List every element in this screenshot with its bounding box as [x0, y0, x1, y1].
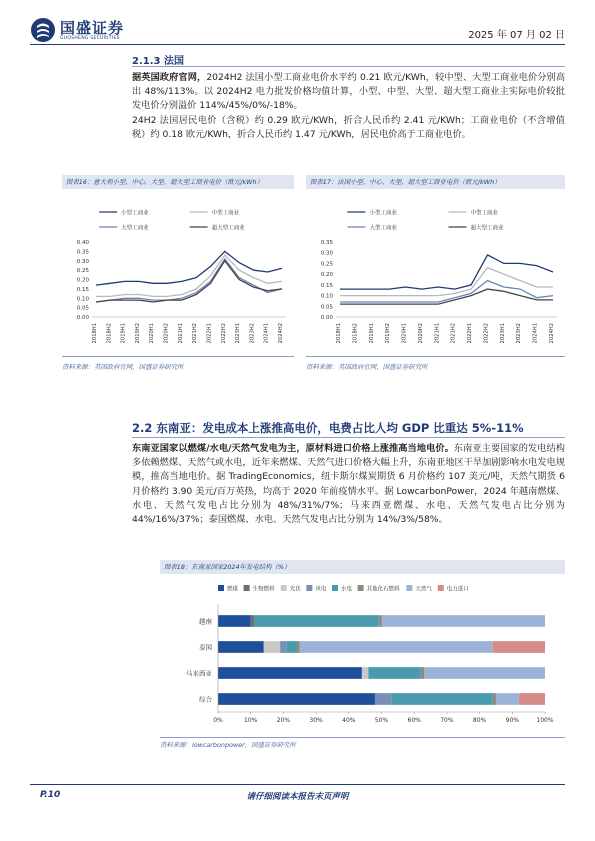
guosheng-logo-icon: [30, 17, 56, 43]
footer-rule: [30, 784, 565, 785]
figure-16-source: 资料来源：英国政府官网，国盛证券研究所: [62, 363, 184, 371]
figure-16-chart: [62, 192, 294, 352]
report-date: 2025 年 07 月 02 日: [468, 30, 565, 41]
legend-swatch: [332, 585, 338, 591]
x-tick-label: 2024H1: [532, 323, 539, 344]
figure-17-rule: [306, 356, 565, 357]
category-label: 马来西亚: [186, 669, 212, 678]
y-tick-label: 0.30: [320, 250, 333, 257]
x-tick-label: 2019H1: [120, 323, 127, 344]
bar-segment-燃煤: [218, 693, 375, 705]
x-tick-label: 2018H1: [336, 323, 342, 344]
legend-swatch: [218, 585, 224, 591]
x-tick-label: 2020H1: [401, 323, 408, 344]
bar-segment-天然气: [496, 693, 519, 705]
x-tick-label: 2023H2: [516, 323, 523, 344]
y-tick-label: 0.15: [320, 282, 333, 289]
legend-label: 大型工商业: [369, 225, 397, 232]
x-tick-label: 2019H2: [385, 323, 392, 344]
legend-label: 中型工商业: [211, 210, 240, 217]
page-number: P.10: [40, 790, 61, 800]
bar-segment-其他化石燃料: [378, 615, 381, 627]
footer-disclaimer: 请仔细阅读本报告末页声明: [246, 792, 349, 802]
legend-label: 超大型工商业: [470, 225, 504, 232]
bar-segment-天然气: [300, 641, 493, 653]
legend-label: 电力进口: [446, 586, 469, 593]
bar-segment-光伏: [264, 641, 280, 653]
bar-segment-电力进口: [493, 641, 545, 653]
y-tick-label: 0.20: [76, 277, 89, 284]
y-tick-label: 0.20: [320, 272, 333, 279]
figure-16-caption: 图表16：意大利小型、中心、大型、超大型工商业电价（欧元/kWh）: [62, 175, 294, 189]
section-title-2-2: 2.2 东南亚：发电成本上涨推高电价，电费占比人均 GDP 比重达 5%-11%: [132, 421, 524, 435]
x-tick-label: 2018H2: [352, 323, 359, 344]
x-tick-label: 2024H2: [278, 323, 284, 344]
legend-swatch: [244, 585, 250, 591]
series-line-中型工商业: [96, 255, 282, 296]
section-title-2-1-3: 2.1.3 法国: [132, 56, 184, 67]
category-label: 综合: [199, 695, 212, 704]
x-tick-label: 2022H1: [467, 323, 474, 344]
y-tick-label: 0.25: [320, 261, 333, 268]
category-label: 越南: [199, 617, 212, 626]
x-tick-label: 70%: [440, 717, 454, 724]
legend-label: 小型工商业: [121, 210, 149, 217]
x-tick-label: 2023H1: [499, 323, 506, 344]
paragraph-sea: [132, 442, 565, 527]
figure-18-rule: [160, 737, 565, 738]
y-tick-label: 0.25: [76, 268, 89, 275]
bar-segment-水电: [391, 693, 492, 705]
bar-segment-燃煤: [218, 667, 362, 679]
figure-17-caption: 图表17：法国小型、中心、大型、超大型工商业电价（欧元/kWh）: [306, 175, 565, 189]
legend-swatch: [306, 585, 312, 591]
x-tick-label: 0%: [213, 717, 223, 724]
y-tick-label: 0.10: [320, 293, 333, 300]
paragraph-france-2: 24H2 法国居民电价（含税）约 0.29 欧元/KWh，折合人民币约 2.41 元/KWh；工商业电价（不含增值税）约 0.18 欧元/KWh，折合人民币约 1.47 元/KWh，居民电价高于工商业电价。: [132, 115, 565, 141]
x-tick-label: 100%: [536, 717, 554, 724]
category-label: 泰国: [199, 643, 212, 652]
legend-label: 生物燃料: [252, 586, 275, 593]
y-tick-label: 0.00: [76, 315, 89, 321]
bar-segment-其他化石燃料: [421, 667, 424, 679]
y-tick-label: 0.05: [320, 304, 333, 311]
y-tick-label: 0.15: [76, 286, 89, 293]
legend-label: 超大型工商业: [211, 225, 245, 232]
x-tick-label: 20%: [276, 717, 291, 724]
x-tick-label: 2022H2: [483, 323, 490, 344]
figure-18-caption: 图表18：东南亚国家2024年发电结构（%）: [160, 560, 565, 574]
y-tick-label: 0.00: [320, 315, 333, 321]
legend-label: 其他化石燃料: [366, 586, 400, 593]
legend-label: 水电: [341, 586, 353, 593]
x-tick-label: 40%: [342, 717, 356, 724]
x-tick-label: 80%: [472, 717, 487, 724]
x-tick-label: 2021H2: [450, 323, 457, 344]
header-rule: [30, 44, 565, 45]
x-tick-label: 2021H1: [177, 323, 184, 344]
section-rule-2: [132, 437, 565, 438]
bar-segment-生物燃料: [251, 615, 254, 627]
bar-segment-水电: [254, 615, 378, 627]
legend-label: 中型工商业: [470, 210, 498, 217]
brand-name: 国盛证券: [60, 19, 125, 37]
legend-swatch: [406, 585, 412, 591]
x-tick-label: 2021H1: [434, 323, 441, 344]
x-tick-label: 2024H2: [549, 323, 555, 344]
x-tick-label: 2021H2: [192, 323, 199, 344]
bar-segment-水电: [287, 641, 297, 653]
x-tick-label: 2019H2: [134, 323, 141, 344]
figure-16-rule: [62, 356, 294, 357]
bar-segment-电力进口: [519, 693, 545, 705]
legend-label: 风电: [315, 586, 327, 593]
legend-swatch: [438, 585, 444, 591]
bar-segment-天然气: [382, 615, 546, 627]
bar-segment-水电: [368, 667, 420, 679]
bar-segment-风电: [375, 693, 391, 705]
x-tick-label: 90%: [505, 717, 519, 724]
y-tick-label: 0.30: [76, 258, 89, 265]
legend-label: 光伏: [289, 586, 301, 593]
legend-label: 小型工商业: [369, 210, 397, 217]
x-tick-label: 2018H1: [92, 323, 98, 344]
x-tick-label: 2022H2: [220, 323, 227, 344]
paragraph-lead-sea: 东南亚国家以燃煤/水电/天然气发电为主，原材料进口价格上涨推高当地电价。: [132, 443, 454, 454]
x-tick-label: 2024H1: [263, 323, 270, 344]
y-tick-label: 0.10: [76, 296, 89, 303]
x-tick-label: 60%: [407, 717, 421, 724]
x-tick-label: 2020H2: [417, 323, 424, 344]
figure-17-chart: [306, 192, 565, 352]
figure-17-source: 资料来源：英国政府官网，国盛证券研究所: [306, 363, 428, 371]
y-tick-label: 0.35: [76, 249, 89, 256]
brand-subtitle: GUOSHENG SECURITIES: [60, 36, 120, 41]
legend-label: 燃煤: [227, 586, 239, 593]
series-line-大型工商业: [96, 259, 282, 302]
series-line-中型工商业: [340, 268, 553, 296]
bar-segment-其他化石燃料: [493, 693, 496, 705]
x-tick-label: 30%: [309, 717, 323, 724]
paragraph-france-1: [132, 71, 565, 114]
paragraph-body-sea: 东南亚主要国家的发电结构多依赖燃煤、天然气或水电，近年来燃煤、天然气进口价格大幅上升，东南亚地区干旱加剧影响水电发电规模，推高当地电价。据 TradingEconomics，纽卡斯尔煤炭期货 6 月价格约 107 美元/吨，天然气期货 6 月价格约 3.90 美元/百万英热，均高于 2020 年前疫情水平。据 LowcarbonPower，2024 年越南燃煤、水电、天然气发电占比分别为 48%/31%/7%；马来西亚燃煤、水电、天然气发电占比分别为 44%/16%/37%；泰国燃煤、水电、天然气发电占比分别为 14%/3%/58%。: [132, 443, 565, 526]
figure-18-source: 资料来源：lowcarbonpower，国盛证券研究所: [160, 741, 296, 749]
figure-18-chart: [160, 576, 565, 736]
y-tick-label: 0.05: [76, 305, 89, 312]
bar-segment-光伏: [362, 667, 369, 679]
series-line-大型工商业: [340, 281, 553, 302]
legend-label: 天然气: [415, 586, 432, 593]
paragraph-body: 2024H2 法国小型工商业电价水平约 0.21 欧元/KWh，较中型、大型工商业电价分别高出 48%/113%。以 2024H2 电力批发价格均值计算，小型、中型、大型、超大型工商业主实际电价较批发电价分别溢价 114%/45%/0%/-18%。: [132, 72, 566, 112]
bar-segment-燃煤: [218, 615, 251, 627]
legend-swatch: [281, 585, 287, 591]
legend-swatch: [358, 585, 364, 591]
x-tick-label: 10%: [244, 717, 258, 724]
bar-segment-其他化石燃料: [296, 641, 299, 653]
y-tick-label: 0.40: [76, 240, 89, 246]
x-tick-label: 2018H2: [106, 323, 113, 344]
x-tick-label: 2023H1: [235, 323, 242, 344]
section-rule: [132, 66, 565, 67]
series-line-小型工商业: [340, 255, 553, 289]
series-line-小型工商业: [96, 251, 282, 285]
x-tick-label: 2023H2: [249, 323, 256, 344]
x-tick-label: 50%: [374, 717, 389, 724]
bar-segment-风电: [280, 641, 287, 653]
x-tick-label: 2020H2: [163, 323, 170, 344]
bar-segment-天然气: [424, 667, 545, 679]
paragraph-lead: 据英国政府官网，: [132, 72, 207, 83]
x-tick-label: 2020H1: [149, 323, 156, 344]
x-tick-label: 2019H1: [368, 323, 375, 344]
legend-label: 大型工商业: [121, 225, 149, 232]
x-tick-label: 2022H1: [206, 323, 213, 344]
bar-segment-燃煤: [218, 641, 264, 653]
y-tick-label: 0.35: [320, 240, 333, 246]
